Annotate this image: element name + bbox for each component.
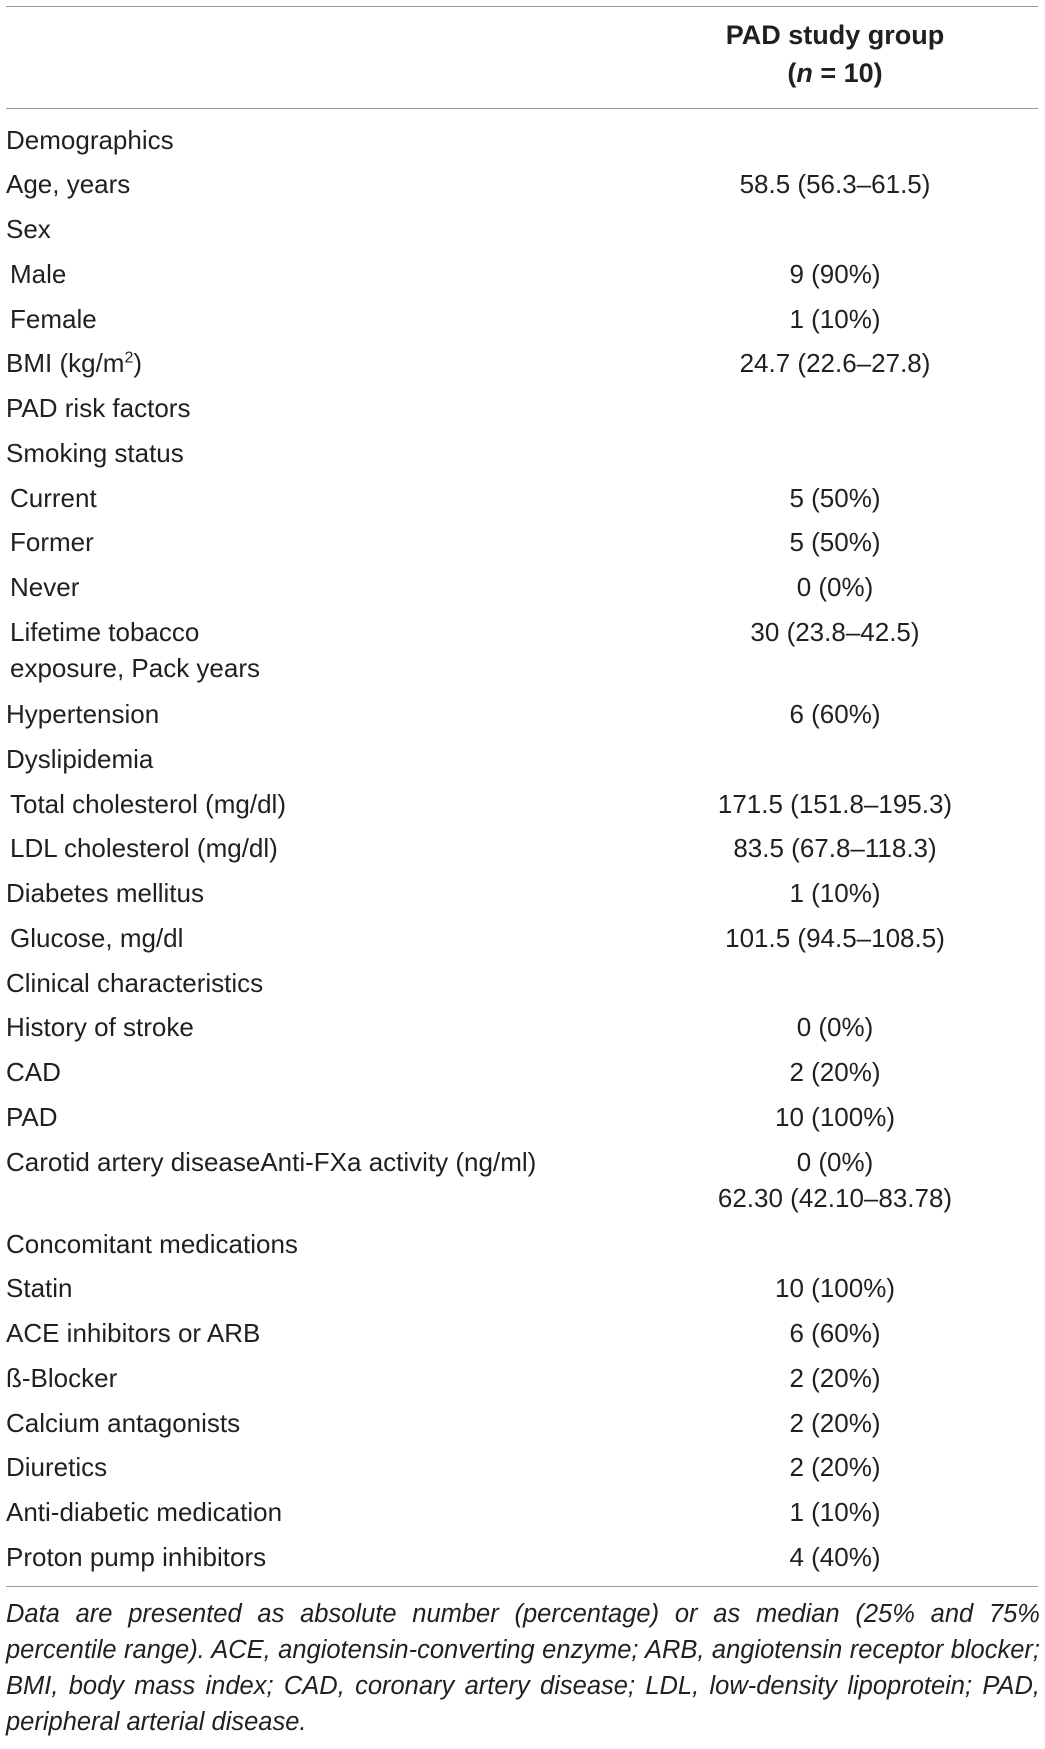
- row-label: Hypertension: [6, 699, 160, 729]
- table-row: [0, 1270, 1045, 1315]
- row-label: BMI $(kg/m^2)$: [6, 348, 143, 378]
- row-label: Total cholesterol (mg/dl): [10, 789, 286, 819]
- table-row: [0, 1054, 1045, 1099]
- row-value: 2 (20%): [789, 1452, 881, 1482]
- table-row: [0, 345, 1045, 390]
- row-value: 24.7 (22.6–27.8): [739, 348, 931, 378]
- row-label: Current: [10, 483, 97, 513]
- row-label: Calcium antagonists: [6, 1408, 241, 1438]
- row-value: 1 (10%): [789, 1497, 881, 1527]
- row-label: PAD risk factors: [6, 393, 191, 423]
- row-value: 4 (40%): [789, 1542, 881, 1572]
- row-value: 0 (0%) 62.30 (42.10–83.78): [717, 1147, 953, 1213]
- row-label: Never: [10, 572, 80, 602]
- row-label: Statin: [6, 1273, 73, 1303]
- row-label: Glucose, mg/dl: [10, 923, 184, 953]
- row-value: 101.5 (94.5–108.5): [725, 923, 945, 953]
- table-row: [0, 1009, 1045, 1054]
- row-value: 1 (10%): [789, 304, 881, 334]
- row-value: 171.5 (151.8–195.3): [717, 789, 953, 819]
- row-label: Diuretics: [6, 1452, 108, 1482]
- table-row: [0, 166, 1045, 211]
- table-row: [0, 435, 1045, 480]
- row-label: Demographics: [6, 125, 174, 155]
- row-label: Male: [10, 259, 67, 289]
- table-row: [0, 741, 1045, 786]
- row-label: Anti-diabetic medication: [6, 1497, 283, 1527]
- row-label: History of stroke: [6, 1012, 194, 1042]
- sample-size: (n = 10): [787, 58, 883, 88]
- table-row: [0, 1315, 1045, 1360]
- row-value: 83.5 (67.8–118.3): [733, 833, 937, 863]
- column-header: [680, 16, 990, 92]
- table-row: [0, 1539, 1045, 1584]
- row-value: 0 (0%): [796, 1012, 874, 1042]
- table-row: [0, 1449, 1045, 1494]
- bottom-rule: [6, 1586, 1038, 1587]
- row-value: 5 (50%): [789, 527, 881, 557]
- table-row: [0, 524, 1045, 569]
- row-label: ß-Blocker: [6, 1363, 118, 1393]
- row-label: Concomitant medications: [6, 1229, 298, 1259]
- table-row: [0, 696, 1045, 741]
- row-value: 5 (50%): [789, 483, 881, 513]
- table-row: [0, 1494, 1045, 1539]
- table-row: [0, 1405, 1045, 1450]
- table-row: [0, 614, 1045, 696]
- row-value: 6 (60%): [789, 699, 881, 729]
- row-value: 2 (20%): [789, 1057, 881, 1087]
- row-value: 1 (10%): [789, 878, 881, 908]
- row-label: Former: [10, 527, 94, 557]
- section-demographics: [0, 122, 1045, 167]
- row-label: Sex: [6, 214, 51, 244]
- table-row: [0, 480, 1045, 525]
- row-value: 58.5 (56.3–61.5): [739, 169, 931, 199]
- row-label: Female: [10, 304, 97, 334]
- row-value: 0 (0%): [796, 572, 874, 602]
- table-footnote: Data are presented as absolute number (percentage) or as median (25% and 75% percentile range). ACE, angiotensin-converting enzyme; ARB, angiotensin receptor blocker; BMI, body mass index; CAD, coronary artery disease; LDL, low-density lipoprotein; PAD, peripheral arterial disease.: [6, 1600, 1040, 1736]
- row-value: 2 (20%): [789, 1363, 881, 1393]
- row-label: ACE inhibitors or ARB: [6, 1318, 261, 1348]
- table-row: [0, 786, 1045, 831]
- row-label: Proton pump inhibitors: [6, 1542, 267, 1572]
- column-title: PAD study group: [725, 20, 945, 50]
- row-label: CAD: [6, 1057, 61, 1087]
- table-row: [0, 256, 1045, 301]
- row-value: 9 (90%): [789, 259, 881, 289]
- row-label: Dyslipidemia: [6, 744, 154, 774]
- table-row: [0, 1144, 1045, 1226]
- row-value: 10 (100%): [775, 1273, 895, 1303]
- row-label: Lifetime tobacco exposure, Pack years: [10, 617, 261, 683]
- table-row: [0, 830, 1045, 875]
- table-row: [0, 301, 1045, 346]
- row-value: 30 (23.8–42.5): [750, 617, 920, 647]
- section-clinical: [0, 965, 1045, 1010]
- section-medications: [0, 1226, 1045, 1271]
- row-value: 10 (100%): [775, 1102, 895, 1132]
- table-row: [0, 211, 1045, 256]
- row-label: Clinical characteristics: [6, 968, 264, 998]
- row-label: Smoking status: [6, 438, 184, 468]
- row-value: 6 (60%): [789, 1318, 881, 1348]
- row-label: Diabetes mellitus: [6, 878, 204, 908]
- table-row: [0, 569, 1045, 614]
- row-label: Carotid artery diseaseAnti-FXa activity (ng/ml): [6, 1147, 537, 1177]
- table-row: [0, 875, 1045, 920]
- row-label: LDL cholesterol (mg/dl): [10, 833, 278, 863]
- row-label: PAD: [6, 1102, 58, 1132]
- row-label: Age, years: [6, 169, 131, 199]
- table-row: [0, 1099, 1045, 1144]
- row-value: 2 (20%): [789, 1408, 881, 1438]
- table-row: [0, 1360, 1045, 1405]
- section-risk-factors: [0, 390, 1045, 435]
- header-rule: [6, 108, 1038, 109]
- table-row: [0, 920, 1045, 965]
- top-rule: [6, 6, 1038, 7]
